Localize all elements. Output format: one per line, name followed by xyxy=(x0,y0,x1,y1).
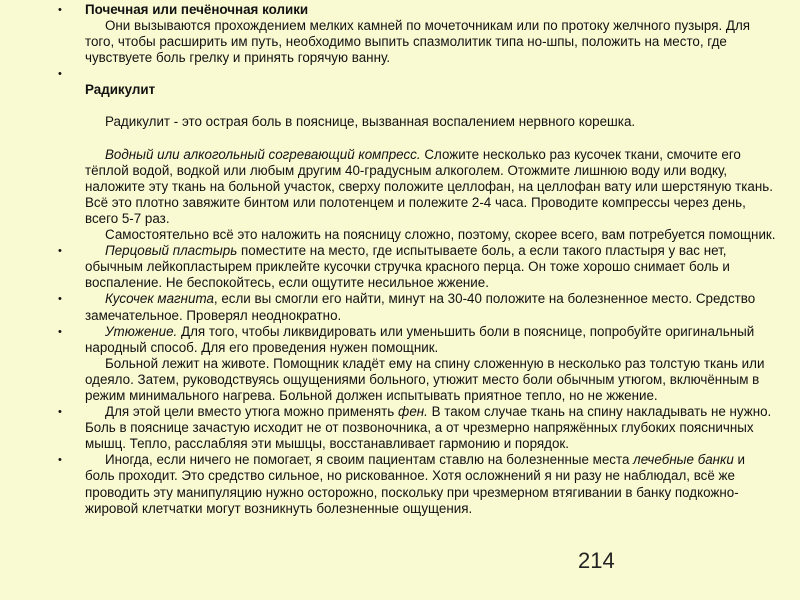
item-text: Для того, чтобы ликвидировать или уменьшить боли в пояснице, попробуйте оригинальный народный способ. Для его проведения нужен помощник. xyxy=(85,323,755,355)
item-text: Самостоятельно всё это наложить на поясницу сложно, поэтому, скорее всего, вам потребуется помощник. xyxy=(105,227,776,243)
item-text: В таком случае ткань на спину накладывать не нужно. Боль в пояснице зачастую исходит не от позвоночника, а от чрезмерно напряжённых глубоких поясничных мышц. Тепло, расслабляя эти мышцы, восстанавливает гармонию и порядок. xyxy=(85,404,772,452)
list-item-radiculitis xyxy=(58,66,778,243)
item-paragraph xyxy=(85,452,778,516)
item-paragraph xyxy=(85,18,778,66)
bullet-icon: • xyxy=(58,293,62,306)
bullet-icon: • xyxy=(58,454,62,467)
item-text: поместите на место, где испытываете боль, а если такого пластыря у вас нет, обычным лейкопластырем приклейте кусочки стручка красного перца. Он тоже хорошо снимает боль и воспаление. Не беспокойтесь, если ощутите несильное жжение. xyxy=(85,243,730,291)
item-paragraph xyxy=(85,356,778,404)
item-emphasis: Кусочек магнита xyxy=(105,291,214,307)
list-item-colic xyxy=(58,2,778,66)
list-item-magnet xyxy=(58,291,778,323)
item-heading: Радикулит xyxy=(85,82,156,98)
bullet-icon: • xyxy=(58,68,62,81)
item-text: и боль проходит. Это средство сильное, но рискованное. Хотя осложнений я ни разу не наблюдал, всё же проводить эту манипуляцию нужно осторожно, поскольку при чрезмерном втягивании в банку подкожно-жировой клетчатки могут возникнуть болезненные ощущения. xyxy=(85,452,746,516)
item-emphasis: фен. xyxy=(397,404,428,420)
bullet-icon: • xyxy=(58,245,62,258)
item-text: Больной лежит на животе. Помощник кладёт ему на спину сложенную в несколько раз толстую ткань или одеяло. Затем, руководствуясь ощущениями больного, утюжит место боли обычным утюгом, включённым в режим минимального нагрева. Больной должен испытывать приятное тепло, но не жжение. xyxy=(85,355,765,403)
item-paragraph xyxy=(85,324,778,356)
bullet-icon: • xyxy=(58,4,62,16)
list-item-ironing xyxy=(58,324,778,404)
item-text: , если вы смогли его найти, минут на 30-40 положите на болезненное место. Средство замечательное. Проверял неоднократно. xyxy=(85,291,756,323)
list-item-cupping xyxy=(58,452,778,516)
item-paragraph xyxy=(85,114,778,130)
item-text: Они вызываются прохождением мелких камней по мочеточникам или по протоку желчного пузыря. Для того, чтобы расширить им путь, необходимо выпить спазмолитик типа но-шпы, положить на место, где чувствуете боль грелку и принять горячую ванну. xyxy=(85,18,751,66)
bullet-list xyxy=(58,2,778,517)
item-emphasis: Перцовый пластырь xyxy=(105,243,238,259)
list-item-pepper-plaster xyxy=(58,243,778,291)
bullet-icon: • xyxy=(58,325,62,338)
page-number: 214 xyxy=(578,548,615,573)
item-emphasis: лечебные банки xyxy=(633,452,734,468)
item-paragraph xyxy=(85,147,778,227)
item-text: Радикулит - это острая боль в пояснице, вызванная воспалением нервного корешка. xyxy=(105,114,636,130)
item-paragraph xyxy=(85,243,778,291)
item-paragraph xyxy=(85,291,778,323)
bullet-icon: • xyxy=(58,406,62,419)
item-text: Сложите несколько раз кусочек ткани, смочите его тёплой водой, водкой или любым другим 40-градусным алкоголем. Отожмите лишнюю воду или водку, наложите эту ткань на больной участок, сверху положите целлофан, на целлофан вату или шерстяную ткань. Всё это плотно завяжите бинтом или полотенцем и полежите 2-4 часа. Проводите компрессы через день, всего 5-7 раз. xyxy=(85,146,773,226)
item-emphasis: Утюжение. xyxy=(105,323,178,339)
item-emphasis: Водный или алкогольный согревающий компресс. xyxy=(105,146,421,162)
item-heading: Почечная или печёночная колики xyxy=(85,2,309,17)
item-text: Для этой цели вместо утюга можно применять xyxy=(105,404,398,420)
item-text: Иногда, если ничего не помогает, я своим пациентам ставлю на болезненные места xyxy=(105,452,634,468)
list-item-hairdryer xyxy=(58,404,778,452)
item-paragraph xyxy=(85,227,778,243)
item-paragraph xyxy=(85,404,778,452)
